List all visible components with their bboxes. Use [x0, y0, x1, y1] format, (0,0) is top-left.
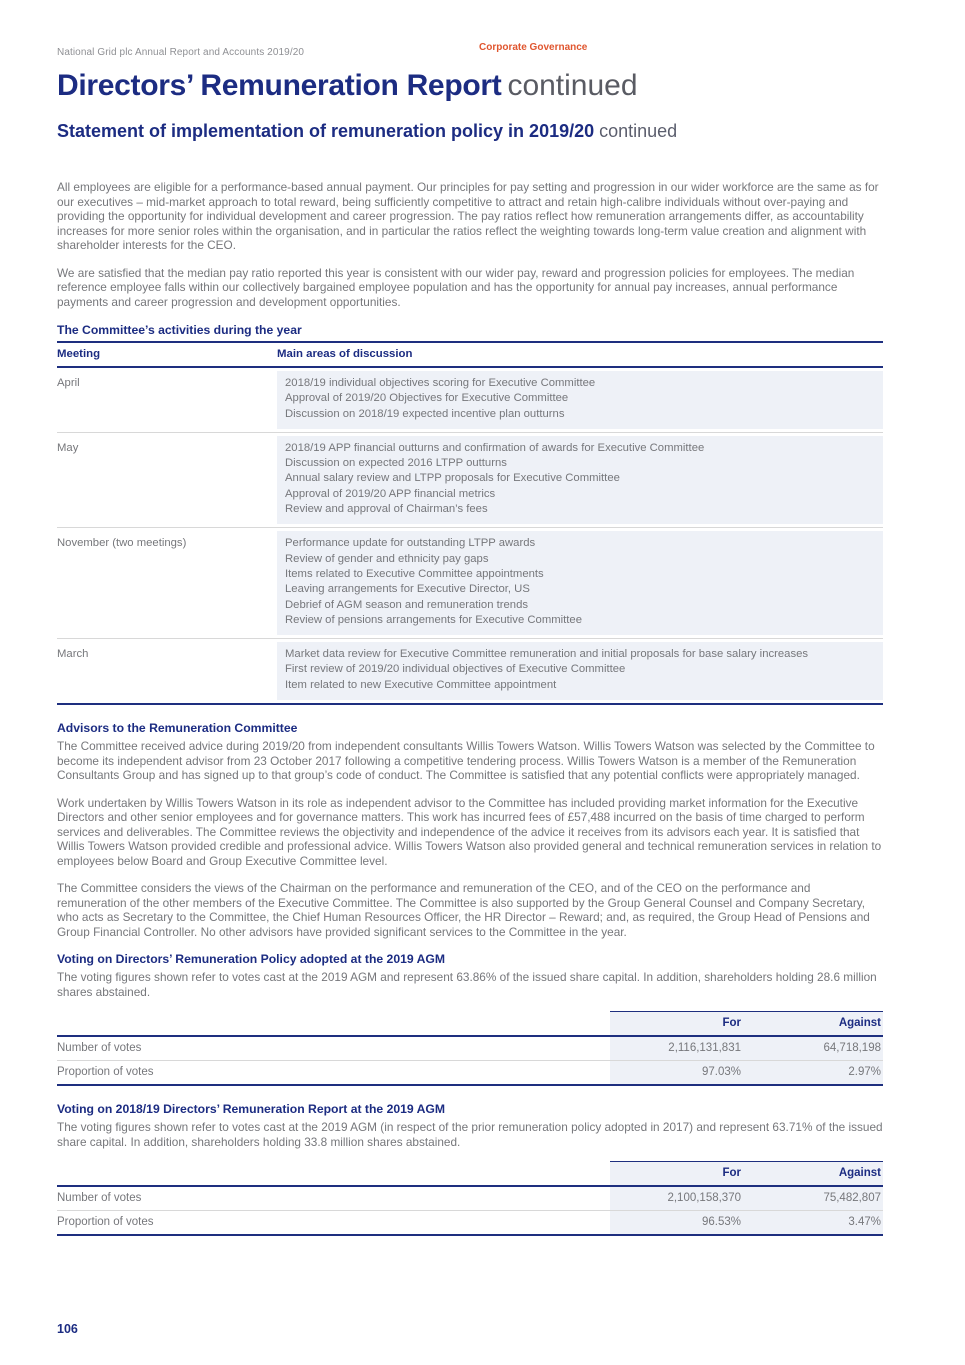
discussion-item: 2018/19 individual objectives scoring for Executive Committee	[285, 377, 596, 389]
meeting-cell: May	[57, 441, 79, 454]
row-values	[610, 1037, 883, 1060]
discussion-item: Approval of 2019/20 APP financial metrics	[285, 487, 496, 500]
against-value: 2.97%	[848, 1066, 881, 1079]
discussion-item: Discussion on expected 2016 LTPP outturns	[285, 457, 507, 470]
discussion-item: Items related to Executive Committee appointments	[285, 567, 544, 580]
page-title	[57, 70, 883, 102]
voting-report-table	[57, 1161, 883, 1236]
discussion-item: Review and approval of Chairman’s fees	[285, 503, 488, 516]
table-row	[57, 368, 883, 433]
intro-paragraph: All employees are eligible for a performance-based annual payment. Our principles for pay setting and progression in our wider workforce are the same as for our executives – mid-market approach to total reward, being sufficiently competitive to attract and retain high-calibre individuals without over-paying and providing the opportunity for individual development and career progression. The pay ratios reflect how remuneration arrangements differ, as accountability increases for more senior roles within the organisation, and in particular the ratios reflect the weighting towards long-term value creation and alignment with shareholder interests for the CEO.	[57, 180, 879, 252]
discussion-item: 2018/19 APP financial outturns and confirmation of awards for Executive Committee	[285, 441, 705, 454]
voting-table-header	[57, 1161, 883, 1185]
meeting-cell: April	[57, 377, 80, 389]
table-row	[57, 1061, 883, 1086]
page-content	[57, 0, 883, 1236]
column-header-meeting: Meeting	[57, 348, 101, 360]
report-title: National Grid plc Annual Report and Accounts 2019/20	[57, 47, 305, 58]
for-value: 2,116,131,831	[668, 1042, 741, 1055]
for-value: 96.53%	[701, 1216, 741, 1229]
discussion-item: Discussion on 2018/19 expected incentive plan outturns	[285, 407, 565, 420]
row-label: Number of votes	[57, 1192, 142, 1205]
intro-paragraph: We are satisfied that the median pay ratio reported this year is consistent with our wider pay, reward and progression policies for employees. The median reference employee falls within our collectively bargained employee population and has the opportunity for annual pay increases, annual performance payments and career progression and development opportunities.	[57, 265, 855, 309]
row-values	[610, 1061, 883, 1084]
table-row	[57, 528, 883, 639]
row-label: Proportion of votes	[57, 1066, 154, 1079]
voting-report-intro: The voting figures shown refer to votes cast at the 2019 AGM (in respect of the prior remuneration policy adopted in 2017) and represent 63.71% of the issued share capital. In addition, shareholders holding 33.8 million shares abstained.	[57, 1120, 883, 1149]
voting-policy-heading: Voting on Directors’ Remuneration Policy adopted at the 2019 AGM	[57, 952, 446, 967]
discussion-item: Debrief of AGM season and remuneration trends	[285, 598, 529, 611]
row-label: Proportion of votes	[57, 1216, 154, 1229]
column-header-for: For	[722, 1167, 741, 1180]
column-header-against: Against	[838, 1017, 881, 1030]
voting-policy-intro: The voting figures shown refer to votes cast at the 2019 AGM and represent 63.86% of the issued share capital. In addition, shareholders holding 28.6 million shares abstained.	[57, 970, 877, 999]
table-row	[57, 639, 883, 705]
column-header-for: For	[722, 1017, 741, 1030]
column-header-against: Against	[838, 1167, 881, 1180]
discussion-cell	[277, 371, 883, 429]
advisors-paragraph: The Committee considers the views of the Chairman on the performance and remuneration of the CEO, and of the CEO on the performance and remuneration of the other members of the Executive Committee. The Committee is also supported by the Group General Counsel and Company Secretary, who acts as Secretary to the Committee, the Chief Human Resources Officer, the HR Director – Reward; and, as required, the Group Head of Pensions and Group Financial Controller. No other advisors have provided significant services to the Committee in the year.	[57, 881, 870, 939]
discussion-item: Approval of 2019/20 Objectives for Executive Committee	[285, 392, 569, 405]
row-values	[610, 1187, 883, 1210]
activities-table-header	[57, 343, 883, 368]
advisors-paragraph: Work undertaken by Willis Towers Watson in its role as independent advisor to the Committee has included providing market information for the Executive Directors and other senior employees and for governance matters. This work has incurred fees of £57,488 incurred on the basis of time charged to perform services and deliverables. The Committee reviews the objectivity and independence of the advice it receives from its advisors each year. It is satisfied that Willis Towers Watson provided credible and professional advice. Willis Towers Watson also provided general and technical remuneration services in relation to employees below Board and Group Executive Committee level.	[57, 795, 882, 868]
against-value: 3.47%	[848, 1216, 881, 1229]
discussion-item: First review of 2019/20 individual objectives of Executive Committee	[285, 663, 626, 676]
activities-table	[57, 341, 883, 705]
section-label: Corporate Governance	[479, 42, 588, 53]
subtitle-main: Statement of implementation of remuneration policy in 2019/20	[57, 121, 595, 141]
discussion-item: Review of gender and ethnicity pay gaps	[285, 552, 489, 565]
table-row	[57, 1211, 883, 1236]
voting-report-heading: Voting on 2018/19 Directors’ Remuneration Report at the 2019 AGM	[57, 1102, 446, 1117]
discussion-item: Item related to new Executive Committee appointment	[285, 678, 557, 691]
discussion-cell	[277, 642, 883, 700]
advisors-paragraph: The Committee received advice during 2019/20 from independent consultants Willis Towers Watson. Willis Towers Watson was selected by the Committee to become its independent advisor from 23 October 2017 following a competitive tendering process. Willis Towers Watson is a member of the Remuneration Consultants Group and has signed up to that group’s code of conduct. The Committee is satisfied that any potential conflicts were appropriately managed.	[57, 739, 875, 783]
column-header-discussion: Main areas of discussion	[277, 348, 413, 360]
discussion-cell	[277, 531, 883, 635]
discussion-item: Review of pensions arrangements for Executive Committee	[285, 613, 582, 626]
discussion-item: Performance update for outstanding LTPP awards	[285, 537, 536, 550]
table-row	[57, 433, 883, 528]
header-values	[610, 1161, 883, 1185]
header-spacer	[57, 1011, 610, 1035]
page-title-continued: continued	[507, 69, 638, 102]
discussion-item: Market data review for Executive Committee remuneration and initial proposals for base salary increases	[285, 648, 809, 661]
discussion-item: Leaving arrangements for Executive Director, US	[285, 583, 530, 596]
discussion-cell	[277, 436, 883, 524]
row-label: Number of votes	[57, 1042, 142, 1055]
for-value: 97.03%	[701, 1066, 741, 1079]
table-row	[57, 1037, 883, 1061]
activities-heading: The Committee’s activities during the year	[57, 323, 302, 337]
against-value: 75,482,807	[823, 1192, 881, 1205]
row-values	[610, 1211, 883, 1234]
page-title-main: Directors’ Remuneration Report	[57, 69, 502, 102]
voting-table-header	[57, 1011, 883, 1035]
advisors-heading: Advisors to the Remuneration Committee	[57, 721, 298, 736]
subtitle-continued: continued	[599, 121, 678, 141]
for-value: 2,100,158,370	[667, 1192, 741, 1205]
page-footer	[57, 1320, 78, 1338]
table-row	[57, 1187, 883, 1211]
running-header	[57, 42, 883, 58]
header-spacer	[57, 1161, 610, 1185]
voting-policy-table	[57, 1011, 883, 1086]
against-value: 64,718,198	[823, 1042, 881, 1055]
page-number: 106	[57, 1322, 78, 1336]
meeting-cell: March	[57, 648, 89, 661]
discussion-item: Annual salary review and LTPP proposals for Executive Committee	[285, 472, 620, 485]
meeting-cell: November (two meetings)	[57, 537, 187, 550]
section-subtitle	[57, 121, 883, 142]
header-values	[610, 1011, 883, 1035]
